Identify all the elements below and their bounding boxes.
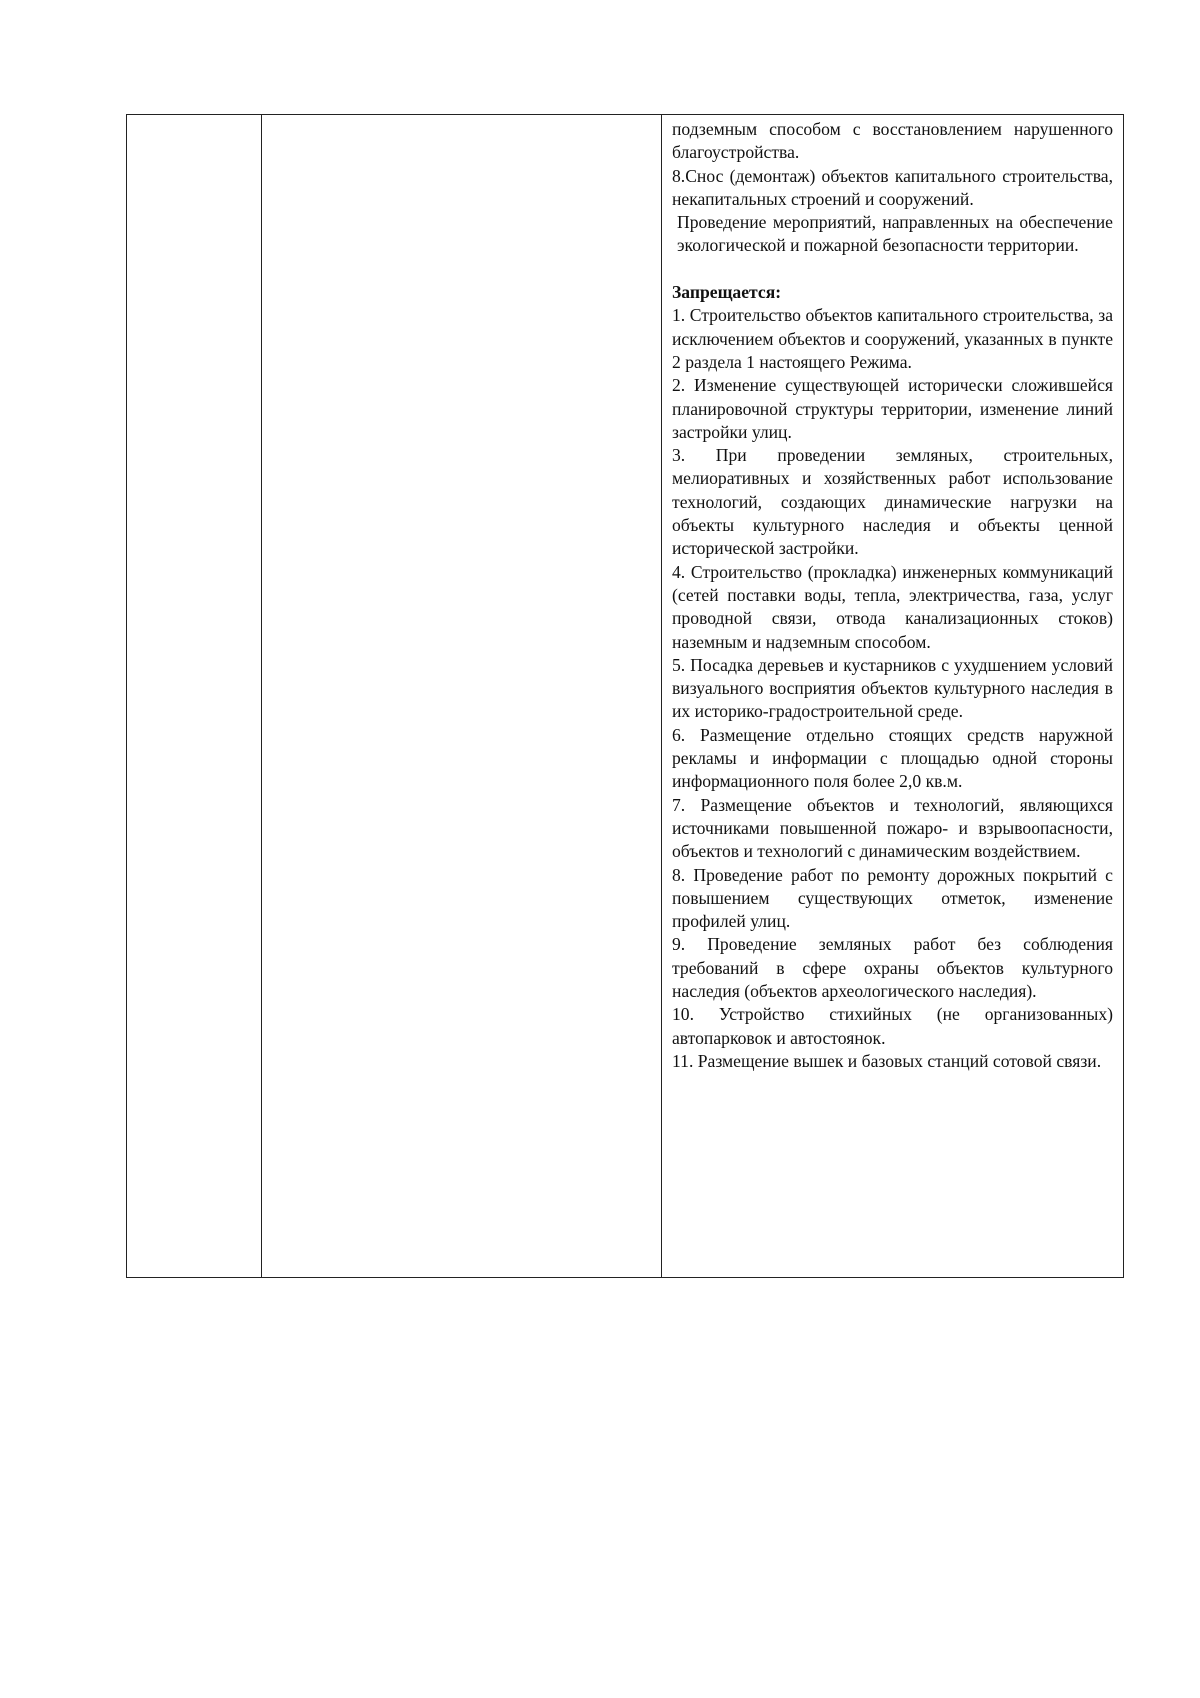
- prohibited-item: 4. Строительство (прокладка) инженерных коммуникаций (сетей поставки воды, тепла, электричества, газа, услуг проводной связи, отвода канализационных стоков) наземным и надземным способом.: [672, 561, 1113, 652]
- regime-text: [662, 115, 1123, 1073]
- table-cell-regime: [662, 115, 1124, 1278]
- prohibited-item: 9. Проведение земляных работ без соблюдения требований в сфере охраны объектов культурного наследия (объектов археологического наследия).: [672, 934, 1113, 1001]
- prohibited-item: 11. Размещение вышек и базовых станций сотовой связи.: [672, 1050, 1102, 1071]
- prohibited-item: 5. Посадка деревьев и кустарников с ухудшением условий визуального восприятия объектов культурного наследия в их историко-градостроительной среде.: [672, 654, 1113, 722]
- table-cell-zone: [262, 115, 662, 1278]
- prohibited-item: 8. Проведение работ по ремонту дорожных покрытий с повышением существующих отметок, изменение профилей улиц.: [672, 864, 1113, 932]
- prohibited-item: 6. Размещение отдельно стоящих средств наружной рекламы и информации с площадью одной стороны информационного поля более 2,0 кв.м.: [672, 724, 1113, 792]
- prohibited-item: 3. При проведении земляных, строительных, мелиоративных и хозяйственных работ использование технологий, создающих динамические нагрузки на объекты культурного наследия и объекты ценной исторической застройки.: [672, 445, 1113, 559]
- prohibited-item: 1. Строительство объектов капитального строительства, за исключением объектов и сооружений, указанных в пункте 2 раздела 1 настоящего Режима.: [672, 305, 1113, 372]
- permitted-item: Проведение мероприятий, направленных на обеспечение экологической и пожарной безопасности территории.: [677, 212, 1113, 256]
- prohibited-item: 2. Изменение существующей исторически сложившейся планировочной структуры территории, изменение линий застройки улиц.: [672, 375, 1113, 442]
- prohibited-item: 7. Размещение объектов и технологий, являющихся источниками повышенной пожаро- и взрывоопасности, объектов и технологий с динамическим воздействием.: [672, 794, 1113, 862]
- prohibited-item: 10. Устройство стихийных (не организованных) автопарковок и автостоянок.: [672, 1004, 1113, 1048]
- permitted-item: 8.Снос (демонтаж) объектов капитального строительства, некапитальных строений и сооружений.: [672, 165, 1113, 209]
- table-cell-number: [127, 115, 262, 1278]
- permitted-item: подземным способом с восстановлением нарушенного благоустройства.: [672, 119, 1113, 163]
- prohibited-heading: Запрещается:: [672, 282, 782, 303]
- cell-number-text: [127, 115, 261, 118]
- paragraph-gap: [672, 258, 1113, 281]
- cell-zone-text: [262, 115, 661, 118]
- regulation-table: [126, 114, 1124, 1278]
- table-row: [127, 115, 1124, 1278]
